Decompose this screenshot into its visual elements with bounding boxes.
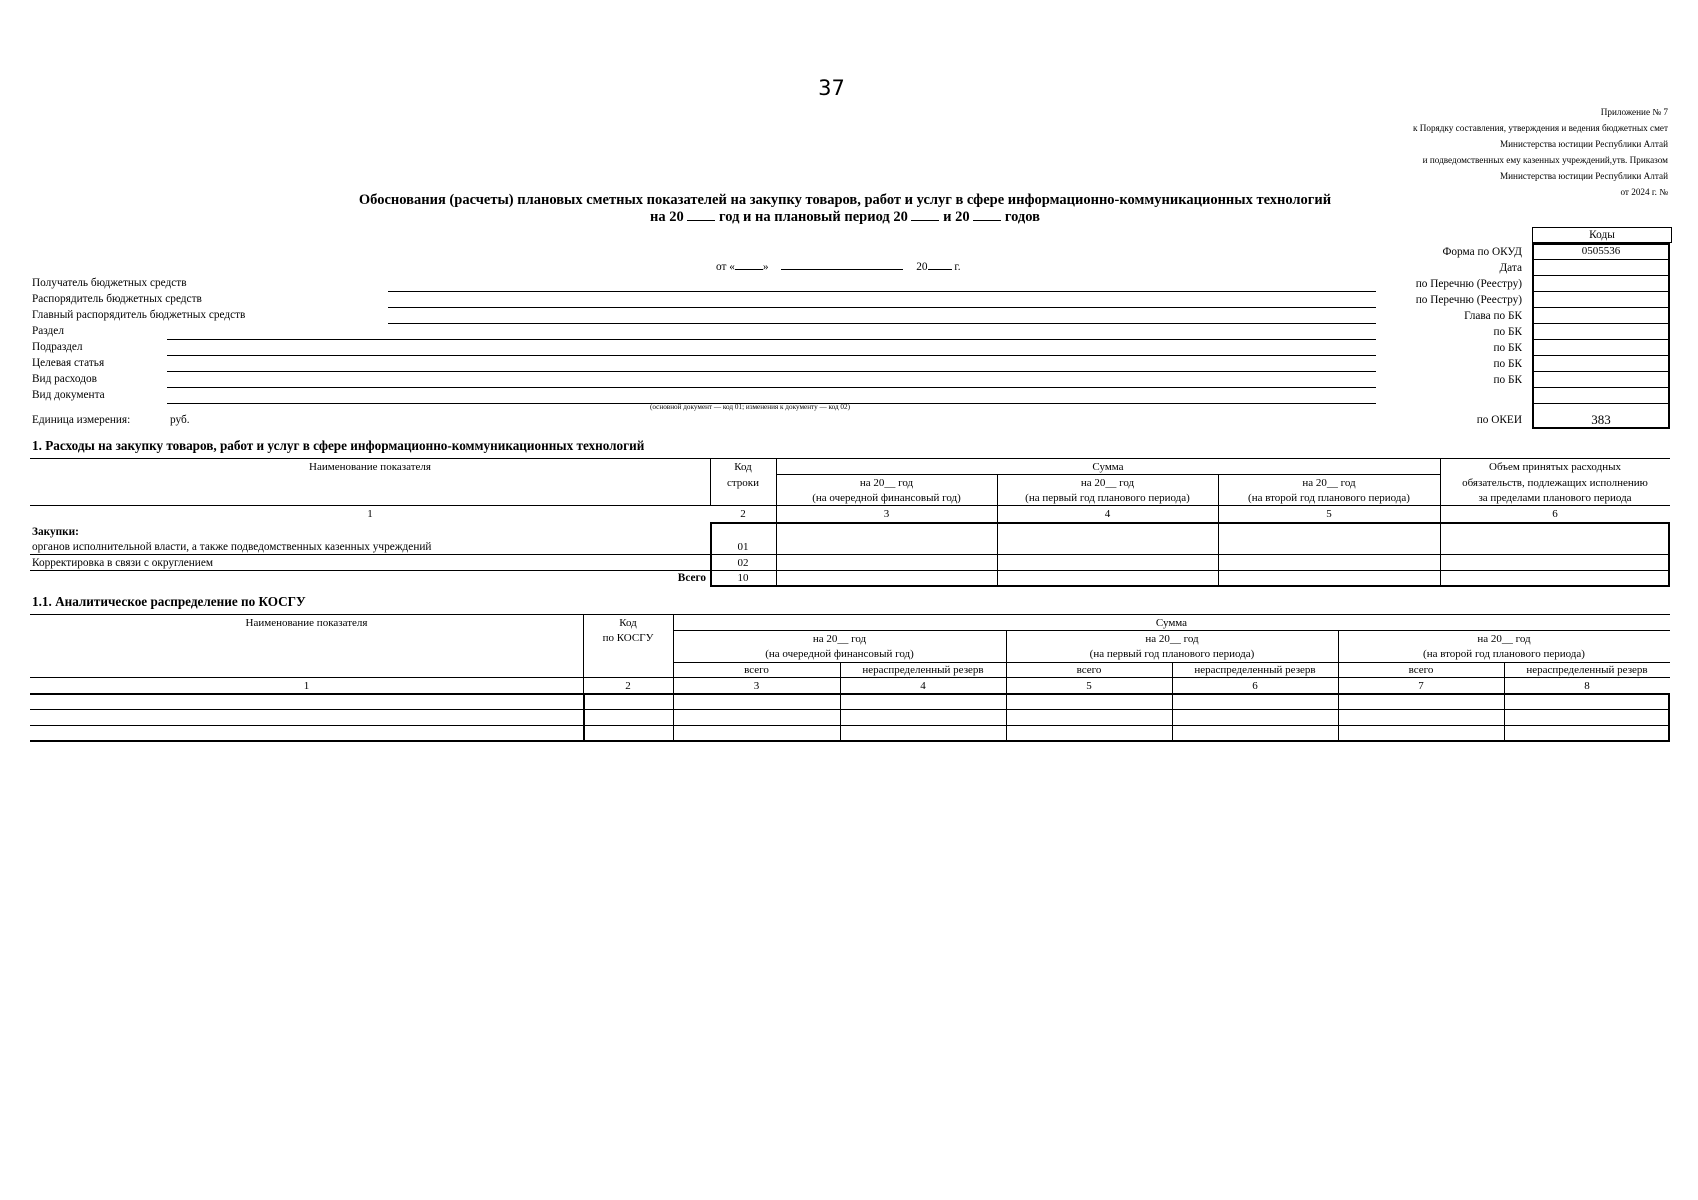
day-blank[interactable] xyxy=(735,269,763,270)
col-number: 7 xyxy=(1418,680,1424,692)
s1-header-year: (на первый год планового периода) xyxy=(1025,492,1190,504)
field-label: Раздел xyxy=(32,325,64,337)
appendix-line: Министерства юстиции Республики Алтай xyxy=(1499,139,1668,149)
title-part: год и на плановый период 20 xyxy=(719,209,908,225)
appendix-line: Министерства юстиции Республики Алтай xyxy=(1499,171,1668,181)
row-code: 02 xyxy=(737,557,749,569)
s1-header-code: Код xyxy=(734,461,752,473)
codes-label: по Перечню (Реестру) xyxy=(1415,294,1522,306)
row-code: 01 xyxy=(737,541,749,553)
unit-label: Единица измерения: xyxy=(32,414,131,426)
s2-subheader-total: всего xyxy=(1408,664,1434,676)
col-number: 8 xyxy=(1584,680,1590,692)
s1-header-obligations: Объем принятых расходных xyxy=(1489,461,1621,473)
s2-header-year: (на первый год планового периода) xyxy=(1089,648,1255,660)
field-line[interactable] xyxy=(167,371,1376,372)
s1-header-obligations: за пределами планового периода xyxy=(1478,492,1632,504)
s2-header-year: на 20__ год xyxy=(1145,633,1199,645)
date-year: 20 xyxy=(916,261,928,273)
s1-header-year: на 20__ год xyxy=(1080,477,1135,489)
month-blank[interactable] xyxy=(781,269,903,270)
field-line[interactable] xyxy=(167,355,1376,356)
s2-header-year: на 20__ год xyxy=(812,633,867,645)
s2-subheader-total: всего xyxy=(744,664,769,676)
col-number: 3 xyxy=(883,508,890,520)
codes-label: Дата xyxy=(1499,262,1522,274)
codes-box xyxy=(1532,243,1670,429)
row-label: Корректировка в связи с округлением xyxy=(32,557,214,569)
col-number: 5 xyxy=(1326,508,1332,520)
s1-header-year: на 20__ год xyxy=(859,477,914,489)
field-line[interactable] xyxy=(167,339,1376,340)
codes-label: по Перечню (Реестру) xyxy=(1415,278,1522,290)
document-title xyxy=(0,192,1690,226)
title-line-1: Обоснования (расчеты) плановых сметных показателей на закупку товаров, работ и услуг в сфере информационно-коммуникационных технологий xyxy=(358,192,1332,208)
year-blank[interactable] xyxy=(928,269,952,270)
section-2-title: 1.1. Аналитическое распределение по КОСГУ xyxy=(32,594,306,609)
date-line xyxy=(716,261,961,274)
title-part: годов xyxy=(1004,209,1040,225)
codes-label: по БК xyxy=(1493,374,1522,386)
year-blank[interactable] xyxy=(687,220,715,221)
s2-header-year: (на очередной финансовый год) xyxy=(765,648,914,660)
s2-subheader-total: всего xyxy=(1076,664,1102,676)
field-label: Вид документа xyxy=(32,389,105,401)
total-label: Всего xyxy=(677,572,706,584)
appendix-line: от 2024 г. № xyxy=(1620,187,1668,197)
col-number: 3 xyxy=(753,680,760,692)
okei-code[interactable]: 383 xyxy=(1591,412,1611,427)
s1-header-year: (на второй год планового периода) xyxy=(1248,492,1410,504)
field-label: Вид расходов xyxy=(32,373,97,385)
col-number: 2 xyxy=(740,508,746,520)
codes-label: Глава по БК xyxy=(1464,310,1522,322)
col-number: 2 xyxy=(625,680,631,692)
codes-label: Форма по ОКУД xyxy=(1442,246,1522,258)
col-number: 4 xyxy=(920,680,926,692)
s2-subheader-reserve: нераспределенный резерв xyxy=(862,664,984,676)
s2-header-year: (на второй год планового периода) xyxy=(1423,648,1585,660)
date-quote: » xyxy=(762,261,769,273)
s1-header-name: Наименование показателя xyxy=(309,461,431,473)
s2-subheader-reserve: нераспределенный резерв xyxy=(1194,664,1316,676)
field-line[interactable] xyxy=(388,307,1376,308)
field-label: Получатель бюджетных средств xyxy=(32,277,187,289)
page-number: 37 xyxy=(818,76,845,100)
field-line[interactable] xyxy=(388,323,1376,324)
field-line[interactable] xyxy=(167,387,1376,388)
s2-header-name: Наименование показателя xyxy=(245,617,368,629)
col-number: 6 xyxy=(1552,508,1558,520)
col-number: 5 xyxy=(1086,680,1092,692)
year-blank[interactable] xyxy=(973,220,1001,221)
section-1-title: 1. Расходы на закупку товаров, работ и услуг в сфере информационно-коммуникационных технологий xyxy=(32,438,645,453)
codes-label: по БК xyxy=(1493,326,1522,338)
s1-header-obligations: обязательств, подлежащих исполнению xyxy=(1462,477,1648,489)
col-number: 4 xyxy=(1104,508,1111,520)
okud-code[interactable]: 0505536 xyxy=(1581,245,1621,257)
row-label: органов исполнительной власти, а также подведомственных казенных учреждений xyxy=(32,541,432,553)
s2-header-year: на 20__ год xyxy=(1477,633,1531,645)
col-number: 6 xyxy=(1252,680,1258,692)
row-title: Закупки: xyxy=(32,526,79,538)
s1-header-code: строки xyxy=(726,477,760,489)
s1-header-sum: Сумма xyxy=(1092,461,1124,473)
unit-value: руб. xyxy=(170,414,190,426)
appendix-line: Приложение № 7 xyxy=(1600,107,1668,117)
field-label: Целевая статья xyxy=(32,357,105,369)
s2-header-code: Код xyxy=(619,617,637,629)
s2-subheader-reserve: нераспределенный резерв xyxy=(1526,664,1648,676)
col-number: 1 xyxy=(367,508,373,520)
codes-header: Коды xyxy=(1532,227,1672,243)
codes-label: по БК xyxy=(1493,358,1522,370)
codes-label: по ОКЕИ xyxy=(1476,414,1522,426)
date-prefix: от « xyxy=(716,261,735,273)
appendix-note xyxy=(1413,104,1668,200)
s1-header-year: на 20__ год xyxy=(1302,477,1356,489)
field-line[interactable] xyxy=(388,291,1376,292)
appendix-line: к Порядку составления, утверждения и ведения бюджетных смет xyxy=(1412,123,1668,133)
title-part: на 20 xyxy=(650,209,684,225)
field-label: Распорядитель бюджетных средств xyxy=(32,293,202,305)
codes-label: по БК xyxy=(1493,342,1522,354)
s2-header-sum: Сумма xyxy=(1155,617,1188,629)
row-code: 10 xyxy=(737,572,749,584)
title-part: и 20 xyxy=(943,209,970,225)
s2-header-code: по КОСГУ xyxy=(602,632,654,644)
field-label: Подраздел xyxy=(32,341,83,353)
date-suffix: г. xyxy=(954,261,961,273)
appendix-line: и подведомственных ему казенных учреждений,утв. Приказом xyxy=(1422,155,1668,165)
col-number: 1 xyxy=(303,680,310,692)
year-blank[interactable] xyxy=(911,220,939,221)
field-label: Главный распорядитель бюджетных средств xyxy=(32,309,246,321)
doc-type-note: (основной документ — код 01; изменения к документу — код 02) xyxy=(650,403,851,411)
s1-header-year: (на очередной финансовый год) xyxy=(812,492,961,504)
title-line-2 xyxy=(0,209,1690,226)
